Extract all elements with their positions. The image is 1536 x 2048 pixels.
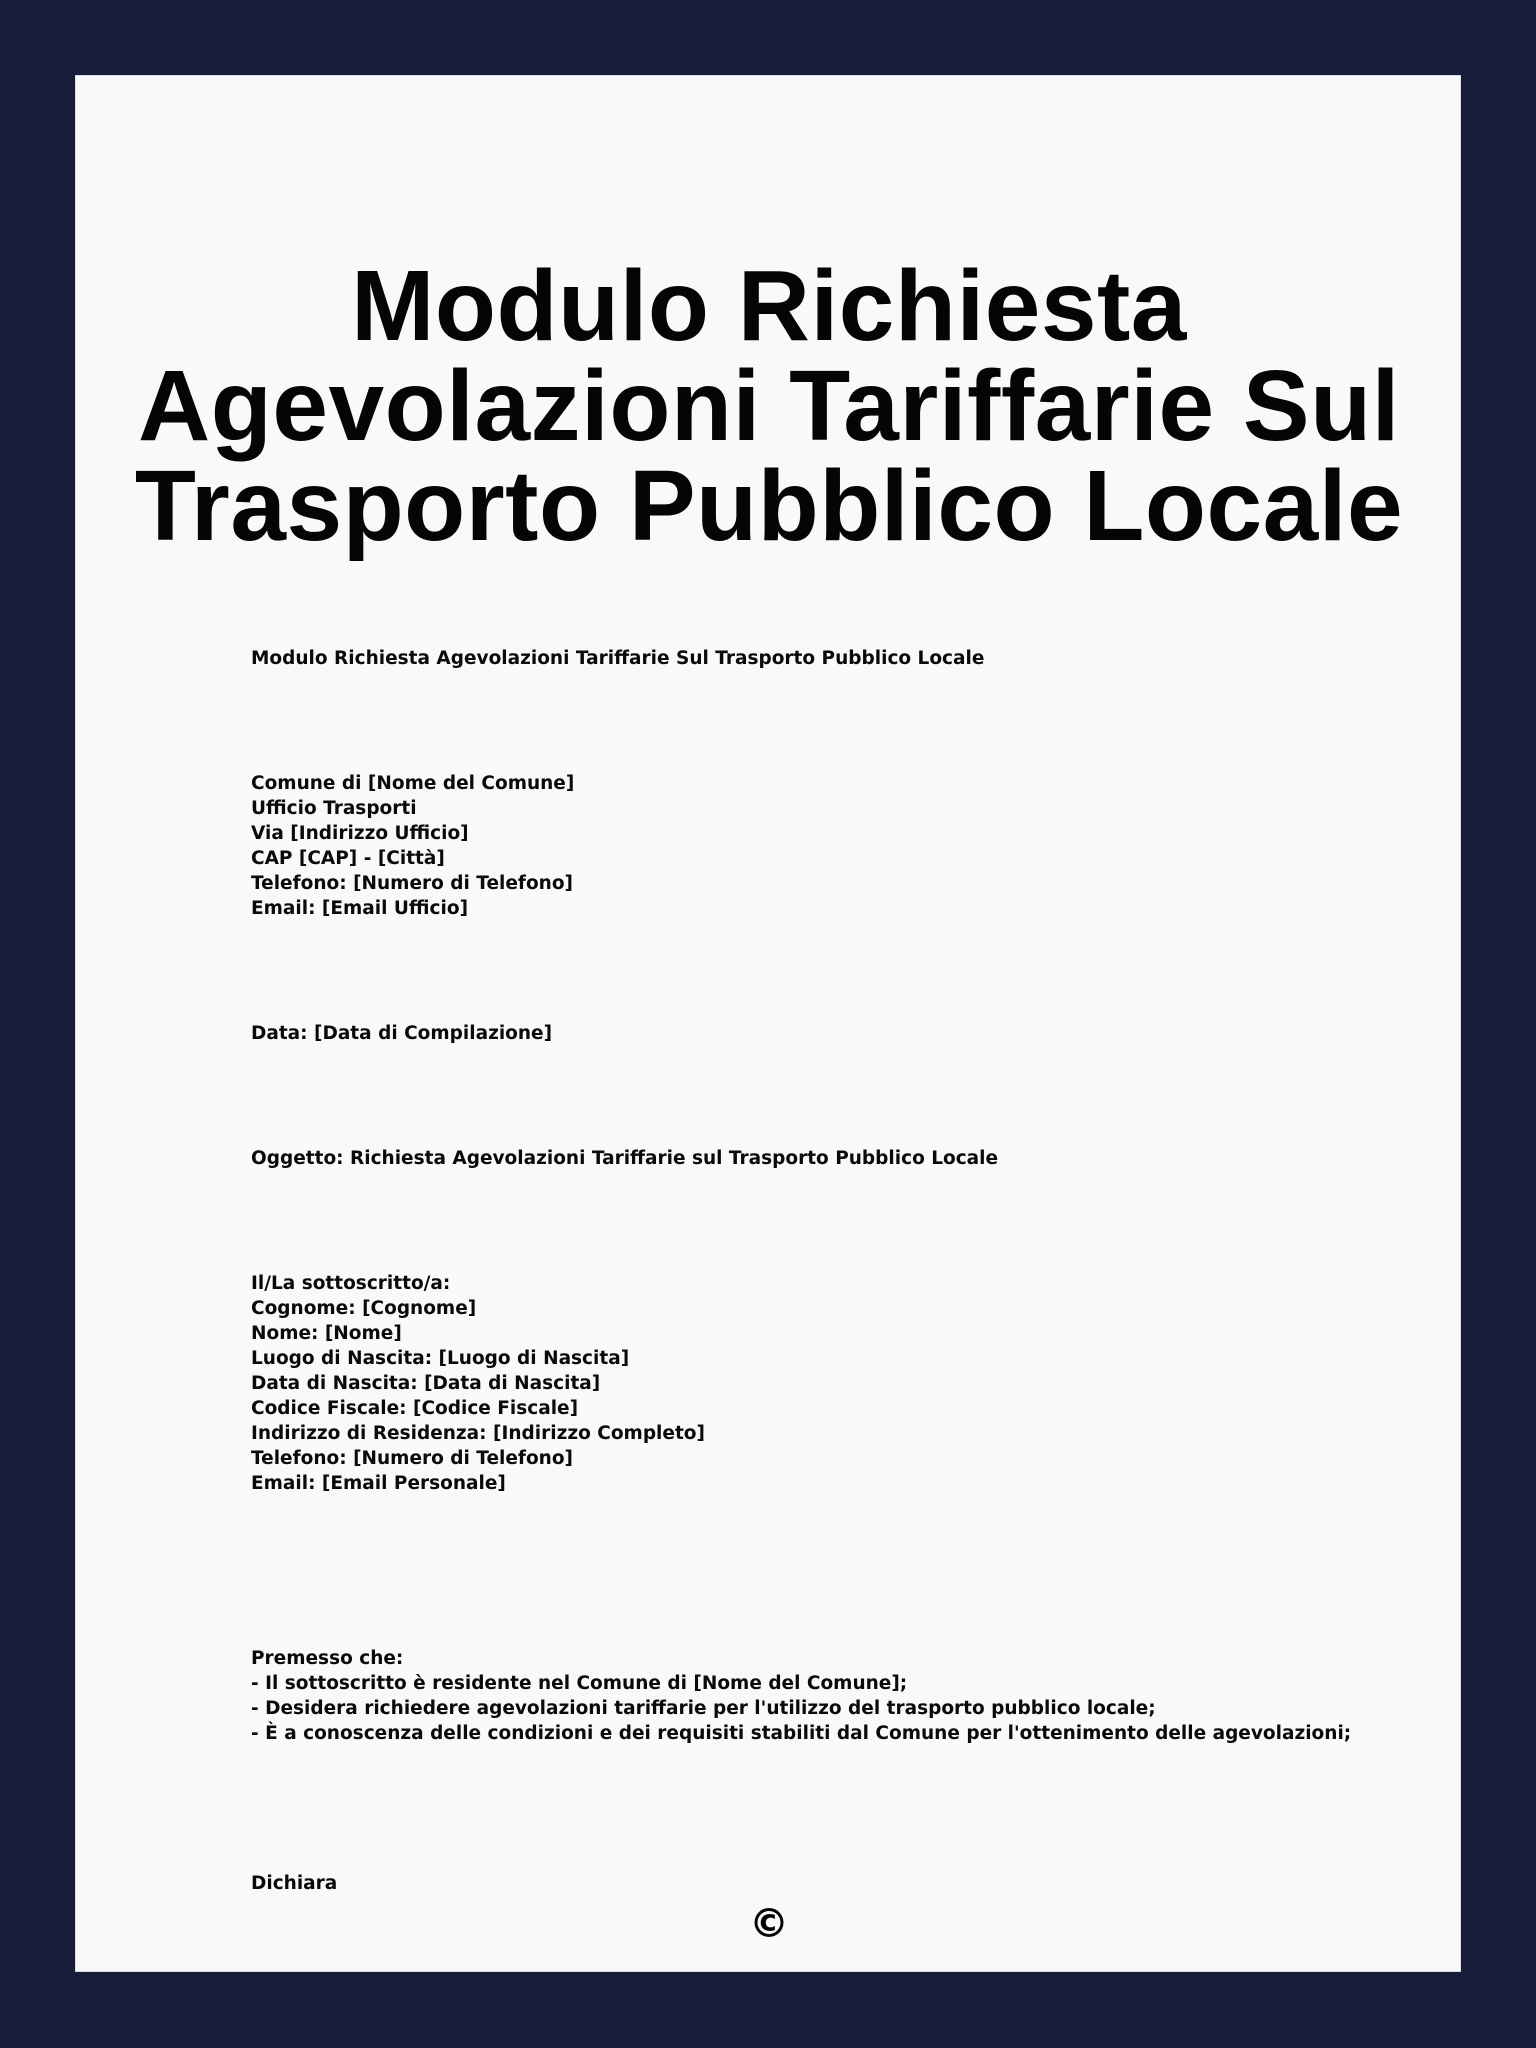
- declaration-block: [251, 1871, 1351, 1896]
- applicant-line: Il/La sottoscritto/a:: [251, 1273, 451, 1294]
- applicant-line: Indirizzo di Residenza: [Indirizzo Completo]: [251, 1423, 705, 1444]
- premises-line: Premesso che:: [251, 1648, 404, 1669]
- applicant-block: [251, 1271, 1351, 1496]
- document-title: [76, 250, 1462, 562]
- applicant-line: Email: [Email Personale]: [251, 1473, 506, 1494]
- premises-line: - Desidera richiedere agevolazioni tariffarie per l'utilizzo del trasporto pubblico locale;: [251, 1698, 1156, 1719]
- document-subject: Oggetto: Richiesta Agevolazioni Tariffarie sul Trasporto Pubblico Locale: [251, 1148, 999, 1169]
- document-subtitle: Modulo Richiesta Agevolazioni Tariffarie Sul Trasporto Pubblico Locale: [251, 648, 985, 669]
- applicant-line: Codice Fiscale: [Codice Fiscale]: [251, 1398, 579, 1419]
- compilation-date: Data: [Data di Compilazione]: [251, 1023, 553, 1044]
- premises-line: - È a conoscenza delle condizioni e dei requisiti stabiliti dal Comune per l'ottenimento delle agevolazioni;: [251, 1723, 1352, 1744]
- copyright-icon: ©: [749, 1901, 789, 1947]
- premises-line: - Il sottoscritto è residente nel Comune di [Nome del Comune];: [251, 1673, 908, 1694]
- document-page: [75, 75, 1461, 1972]
- applicant-line: Telefono: [Numero di Telefono]: [251, 1448, 573, 1469]
- office-line: Comune di [Nome del Comune]: [251, 773, 575, 794]
- applicant-line: Data di Nascita: [Data di Nascita]: [251, 1373, 601, 1394]
- office-line: Ufficio Trasporti: [251, 798, 417, 819]
- declaration-heading: Dichiara: [251, 1873, 338, 1894]
- title-line: Agevolazioni Tariffarie Sul: [138, 350, 1400, 462]
- subtitle-block: [251, 646, 1351, 671]
- applicant-line: Nome: [Nome]: [251, 1323, 402, 1344]
- applicant-line: Cognome: [Cognome]: [251, 1298, 477, 1319]
- office-line: Via [Indirizzo Ufficio]: [251, 823, 469, 844]
- office-line: CAP [CAP] - [Città]: [251, 848, 445, 869]
- title-line: Modulo Richiesta: [351, 250, 1187, 362]
- date-block: [251, 1021, 1351, 1046]
- title-line: Trasporto Pubblico Locale: [134, 450, 1404, 562]
- office-address-block: [251, 771, 1351, 921]
- office-line: Email: [Email Ufficio]: [251, 898, 469, 919]
- applicant-line: Luogo di Nascita: [Luogo di Nascita]: [251, 1348, 630, 1369]
- subject-block: [251, 1146, 1351, 1171]
- premises-block: [251, 1646, 1351, 1746]
- office-line: Telefono: [Numero di Telefono]: [251, 873, 573, 894]
